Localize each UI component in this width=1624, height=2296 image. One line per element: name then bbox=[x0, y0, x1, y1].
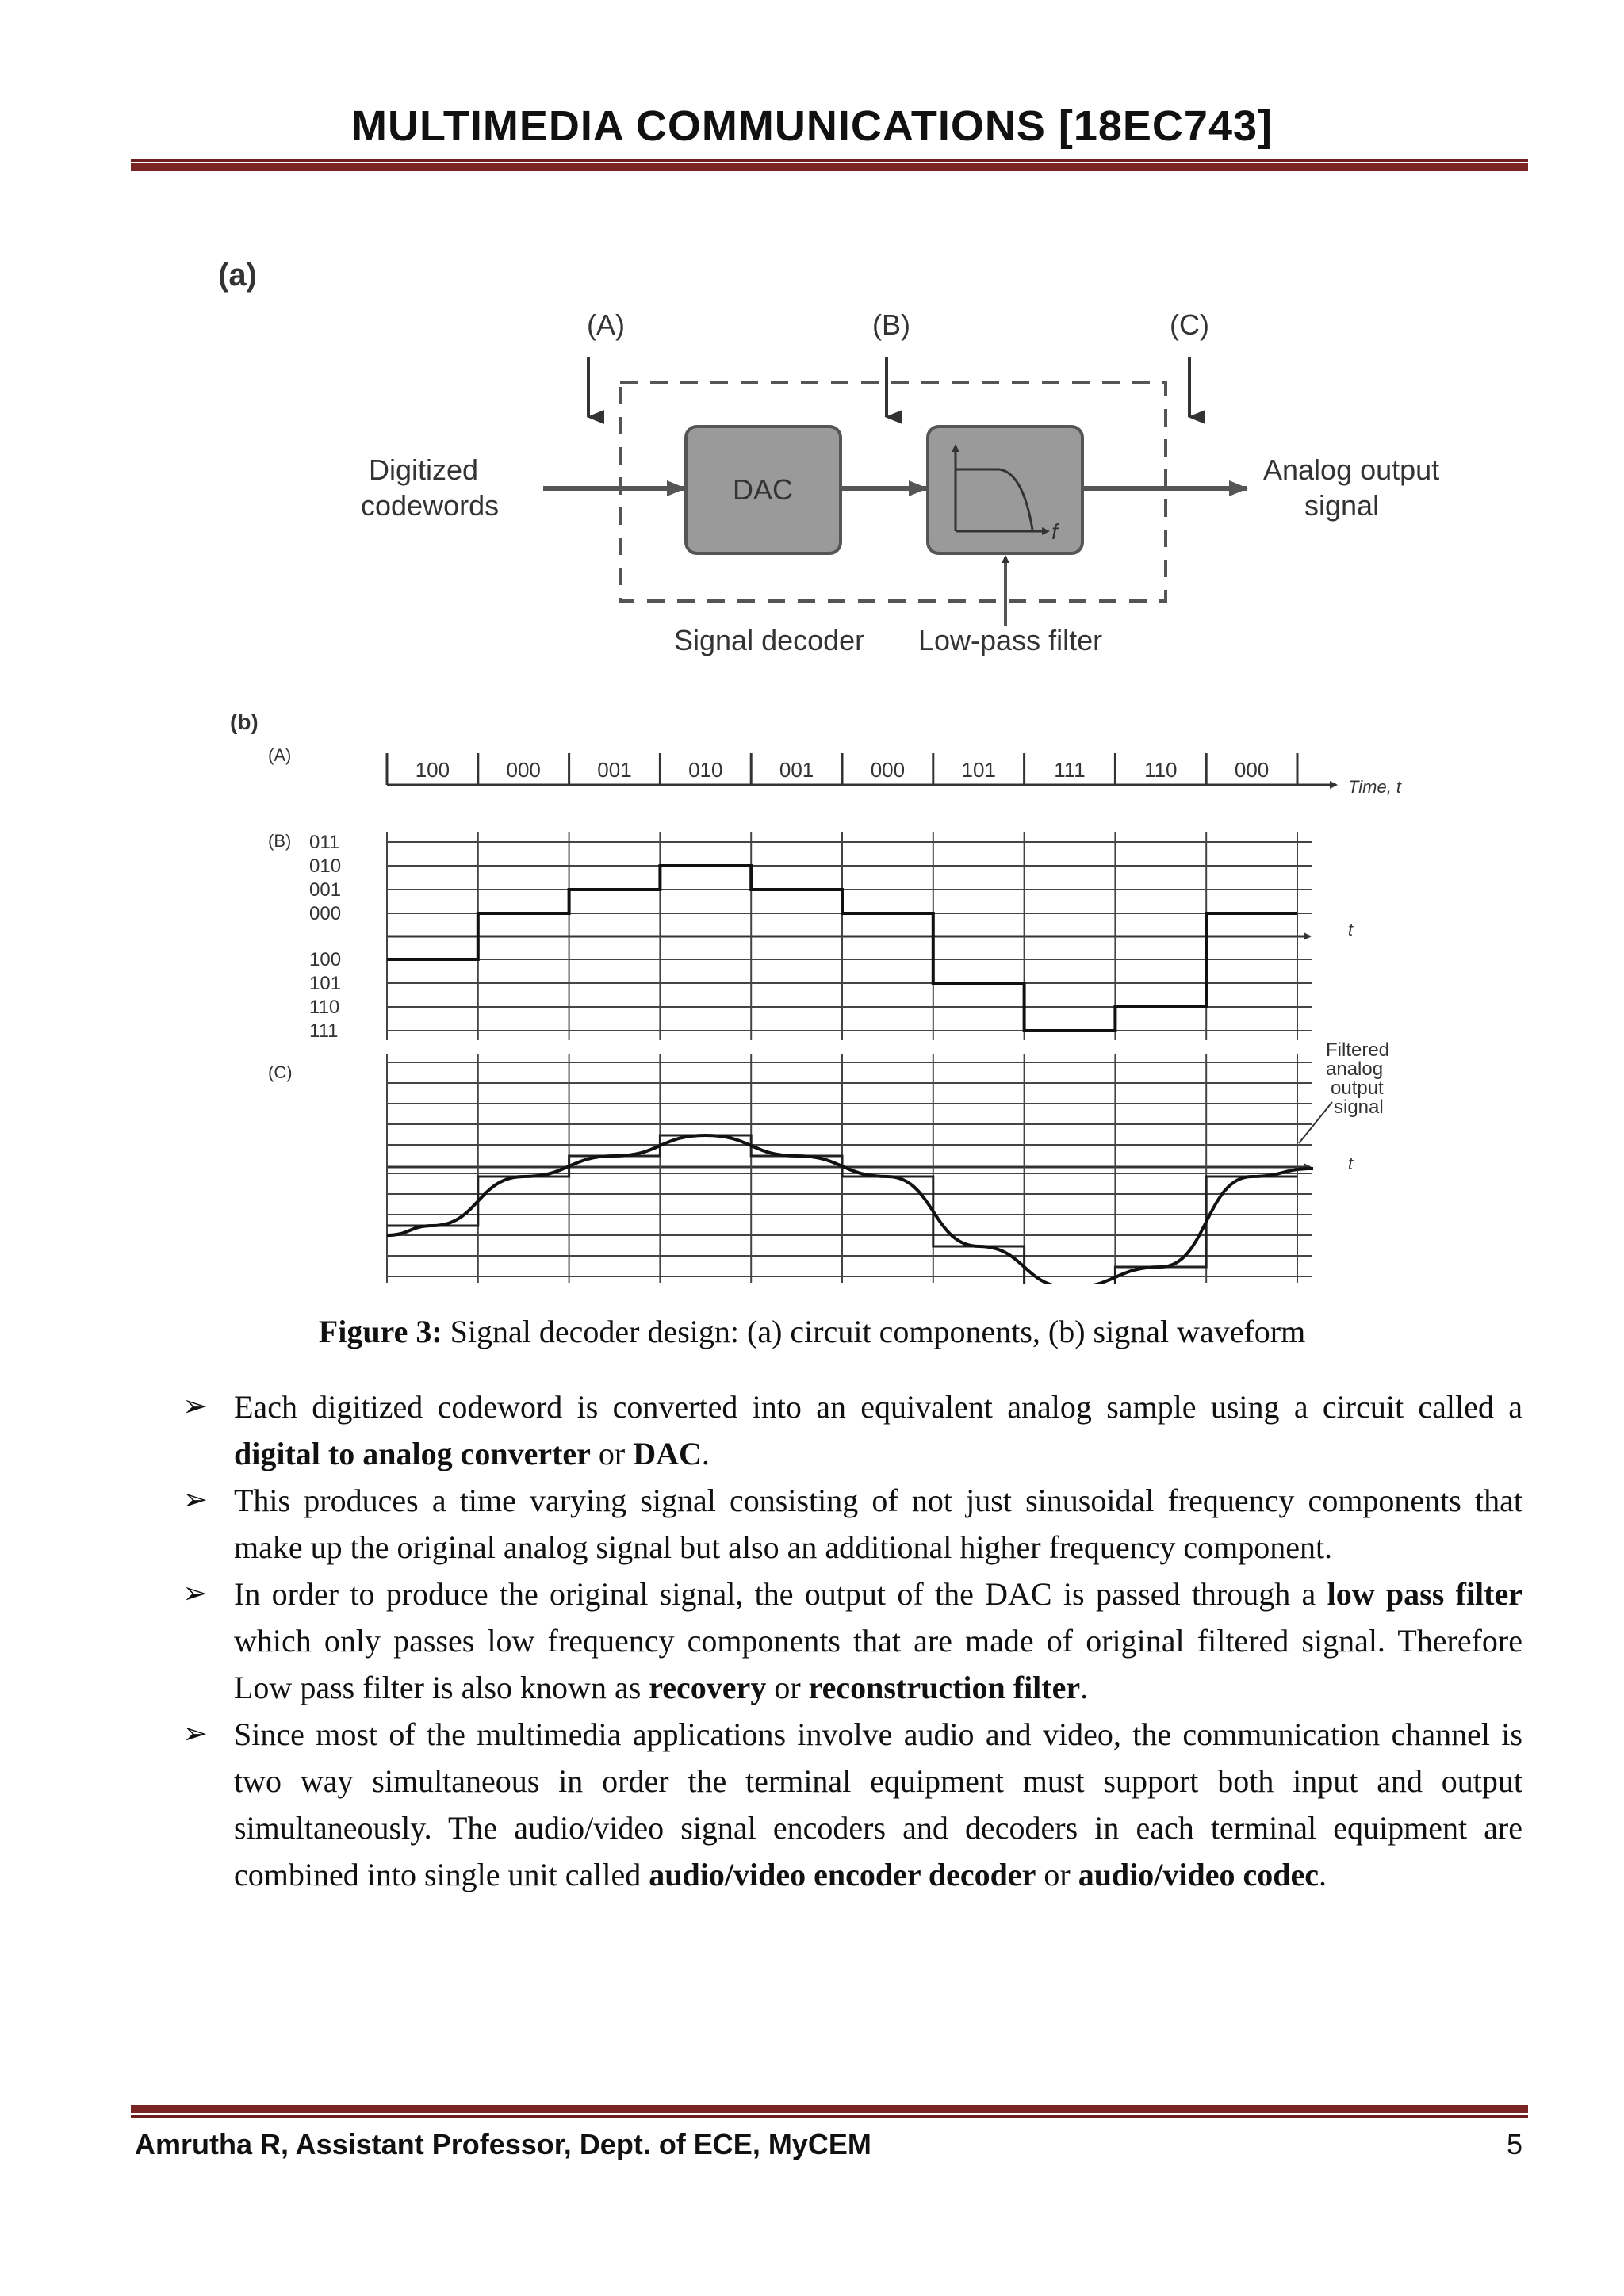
bullet-arrow-icon: ➢ bbox=[182, 1717, 208, 1751]
input-label-line-2: codewords bbox=[361, 489, 500, 522]
bullet-text: Each digitized codeword is converted into an equivalent analog sample using a circuit called a bbox=[234, 1389, 1522, 1425]
bullet-text: . bbox=[1080, 1670, 1089, 1705]
dac-label: DAC bbox=[732, 473, 794, 506]
codeword-label: 101 bbox=[961, 758, 996, 782]
low-pass-filter-block bbox=[928, 427, 1082, 553]
filter-axis-label: f bbox=[1051, 519, 1058, 544]
dac-output-staircase bbox=[387, 832, 1312, 1040]
header-rule-thick bbox=[131, 163, 1528, 171]
bullet-text: or bbox=[1036, 1857, 1078, 1892]
level-label-100: 100 bbox=[309, 949, 342, 970]
bullet-text: . bbox=[701, 1436, 710, 1471]
bullet-text: or bbox=[590, 1436, 634, 1471]
bold-term: reconstruction filter bbox=[808, 1670, 1081, 1705]
bullet-arrow-icon: ➢ bbox=[182, 1483, 208, 1517]
part-a-label: (a) bbox=[218, 258, 257, 293]
level-label-010: 010 bbox=[309, 855, 342, 877]
level-labels bbox=[309, 832, 341, 1042]
level-label-110: 110 bbox=[309, 997, 340, 1018]
codeword-label: 010 bbox=[688, 758, 723, 782]
bullet-item bbox=[182, 1477, 1522, 1571]
codeword-label: 001 bbox=[779, 758, 814, 782]
row-c-label: (C) bbox=[268, 1062, 293, 1082]
point-b-label: (B) bbox=[872, 308, 910, 341]
point-c-label: (C) bbox=[1170, 308, 1209, 341]
bullet-text: In order to produce the original signal, the output of the DAC is passed through a bbox=[234, 1576, 1327, 1612]
caption-label: Figure 3: bbox=[318, 1314, 442, 1349]
low-pass-filter-label: Low-pass filter bbox=[918, 624, 1103, 656]
row-c-t-label: t bbox=[1348, 1154, 1354, 1173]
footer-rule-thick bbox=[131, 2105, 1528, 2113]
level-label-101: 101 bbox=[309, 973, 342, 994]
bullet-text: This produces a time varying signal consisting of not just sinusoidal frequency components that make up the original analog signal but also an additional higher frequency component. bbox=[234, 1483, 1522, 1565]
time-axis-label: Time, t bbox=[1348, 777, 1402, 797]
bullet-text: Since most of the multimedia applications involve audio and video, the communication channel is two way simultaneous in order the terminal equipment must support both input and output simultaneously. The audio/video signal encoders and decoders in each terminal equipment are combined into single unit called bbox=[234, 1716, 1522, 1892]
bullet-arrow-icon: ➢ bbox=[182, 1390, 208, 1423]
bold-term: DAC bbox=[633, 1436, 702, 1471]
codeword-label: 110 bbox=[1144, 758, 1178, 782]
part-b-label: (b) bbox=[230, 710, 259, 734]
input-label-line-1: Digitized bbox=[369, 453, 479, 486]
bold-term: audio/video codec bbox=[1078, 1857, 1320, 1892]
level-label-111: 111 bbox=[309, 1020, 339, 1042]
output-label-line-2: signal bbox=[1304, 489, 1380, 522]
figure-svg bbox=[206, 238, 1475, 1284]
bold-term: recovery bbox=[649, 1670, 767, 1705]
filtered-output-plot bbox=[387, 1054, 1313, 1284]
page-header-title: MULTIMEDIA COMMUNICATIONS [18EC743] bbox=[350, 102, 1274, 150]
bullet-arrow-icon: ➢ bbox=[182, 1577, 208, 1610]
footer-author: Amrutha R, Assistant Professor, Dept. of ECE, MyCEM bbox=[135, 2128, 871, 2160]
filtered-label-line-3: output bbox=[1331, 1077, 1384, 1099]
page-number: 5 bbox=[1506, 2128, 1522, 2160]
filtered-label-line-2: analog bbox=[1326, 1058, 1384, 1080]
bullet-list bbox=[182, 1383, 1522, 1898]
level-label-000: 000 bbox=[309, 903, 342, 924]
filtered-label-line-4: signal bbox=[1334, 1096, 1384, 1118]
row-b-t-label: t bbox=[1348, 920, 1354, 939]
bullet-text: . bbox=[1319, 1857, 1327, 1892]
codeword-sequence-row bbox=[387, 753, 1336, 785]
codeword-label: 100 bbox=[415, 758, 450, 782]
output-label-line-1: Analog output bbox=[1263, 453, 1440, 486]
codeword-label: 001 bbox=[597, 758, 632, 782]
codeword-label: 000 bbox=[870, 758, 906, 782]
bullet-item bbox=[182, 1571, 1522, 1711]
signal-decoder-figure bbox=[206, 238, 1475, 1284]
row-a-label: (A) bbox=[268, 745, 292, 765]
bold-term: audio/video encoder decoder bbox=[649, 1857, 1036, 1892]
row-b-label: (B) bbox=[268, 831, 292, 851]
part-a-diagram bbox=[361, 308, 1439, 656]
signal-decoder-label: Signal decoder bbox=[674, 624, 865, 656]
point-a-label: (A) bbox=[587, 308, 625, 341]
bold-term: digital to analog converter bbox=[234, 1436, 591, 1471]
filtered-label-line-1: Filtered bbox=[1326, 1039, 1390, 1061]
caption-text: Signal decoder design: (a) circuit components, (b) signal waveform bbox=[442, 1314, 1306, 1349]
codeword-label: 000 bbox=[1234, 758, 1270, 782]
filtered-analog-curve bbox=[387, 1135, 1313, 1284]
bullet-text: or bbox=[766, 1670, 809, 1705]
filtered-signal-annotation bbox=[1299, 1039, 1389, 1143]
footer-rule-thin bbox=[131, 2115, 1528, 2118]
level-label-011: 011 bbox=[309, 832, 340, 853]
bullet-item bbox=[182, 1711, 1522, 1898]
filtered-pointer-line bbox=[1299, 1102, 1332, 1143]
level-label-001: 001 bbox=[309, 879, 342, 901]
figure-caption bbox=[0, 1313, 1624, 1350]
bullet-text: which only passes low frequency components that are made of original filtered signal. Therefore Low pass filter is also known as bbox=[234, 1623, 1522, 1705]
codeword-label: 000 bbox=[506, 758, 541, 782]
bold-term: low pass filter bbox=[1327, 1576, 1522, 1612]
codeword-label: 111 bbox=[1054, 758, 1086, 782]
header-rule-thin bbox=[131, 159, 1528, 162]
bullet-item bbox=[182, 1383, 1522, 1477]
